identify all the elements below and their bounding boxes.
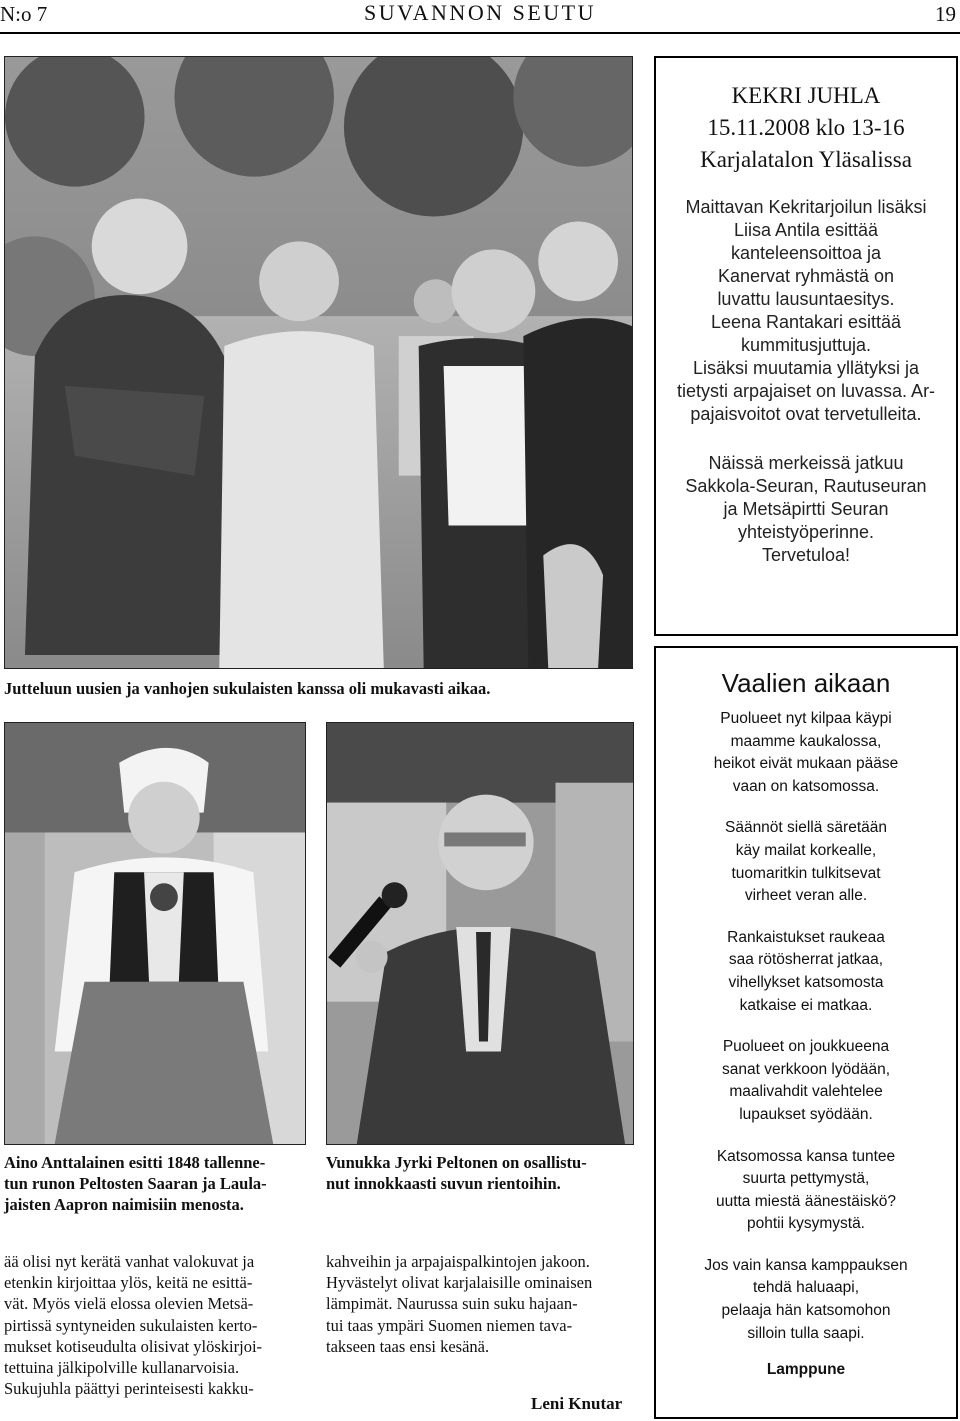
poem-line: vaan on katsomossa. [732, 777, 880, 795]
kekri-title-line: 15.11.2008 klo 13-16 [707, 115, 905, 140]
poem-line: tehdä haluaapi, [752, 1279, 859, 1297]
caption-line: jaisten Aapron naimisiin menosta. [4, 1195, 244, 1214]
article-line: lämpimät. Naurussa suin suku hajaan- [326, 1294, 578, 1314]
poem-line: Säännöt siellä säretään [724, 819, 887, 837]
photo-caption-microphone [326, 1152, 638, 1194]
kekri-closing-line: ja Metsäpirtti Seuran [723, 499, 889, 519]
article-line: pirtissä syntyneiden sukulaisten kerto- [4, 1315, 258, 1335]
poem-line: pohtii kysymystä. [746, 1215, 865, 1233]
kekri-body-line: Leena Rantakari esittää [710, 312, 902, 332]
page-header [0, 0, 960, 32]
kekri-body-line: luvattu lausuntaesitys. [717, 289, 895, 309]
poem-line: lupaukset syödään. [739, 1105, 873, 1123]
poem-line: heikot eivät mukaan pääse [713, 755, 899, 773]
kekri-title-line: KEKRI JUHLA [731, 83, 881, 108]
kekri-closing-line: Sakkola-Seuran, Rautuseuran [685, 476, 927, 496]
caption-line: nut innokkaasti suvun rientoihin. [326, 1174, 561, 1193]
publication-title: SUVANNON SEUTU [363, 0, 596, 25]
kekri-body-line: Liisa Antila esittää [733, 220, 879, 240]
kekri-title-line: Karjalatalon Yläsalissa [700, 147, 912, 172]
kekri-body-line: kummitusjuttuja. [740, 335, 872, 355]
poem-title: Vaalien aikaan [721, 668, 891, 698]
photo-women-chatting [4, 56, 633, 669]
poem-line: maamme kaukalossa, [730, 732, 882, 750]
kekri-closing-line: Tervetuloa! [761, 545, 851, 565]
kekri-title [656, 80, 956, 176]
article-line: ää olisi nyt kerätä vanhat valokuvat ja [4, 1252, 255, 1271]
issue-number: N:o 7 [0, 2, 48, 26]
poem-line: maalivahdit valehtelee [729, 1083, 883, 1101]
poem-vaalien-aikaan [654, 646, 958, 1419]
page-number: 19 [935, 2, 956, 26]
article-text-right [326, 1251, 636, 1357]
kekri-body-line: Maittavan Kekritarjoilun lisäksi [685, 197, 927, 217]
poem-stanza [656, 817, 956, 907]
poem-line: käy mailat korkealle, [735, 841, 877, 859]
poem-line: katkaise ei matkaa. [739, 996, 873, 1014]
poem-stanza [656, 708, 956, 798]
kekri-body-line: pajaisvoitot ovat tervetulleita. [690, 404, 922, 424]
caption-line: tun runon Peltosten Saaran ja Laula- [4, 1174, 267, 1193]
poem-line: saa rötösherrat jatkaa, [728, 951, 884, 969]
kekri-body-line: tietysti arpajaiset on luvassa. Ar- [676, 381, 936, 401]
article-line: Sukujuhla päättyi perinteisesti kakku- [4, 1379, 254, 1399]
photo-man-with-microphone [326, 722, 634, 1145]
poem-line: pelaaja hän katsomohon [721, 1302, 891, 1320]
poem-stanza [656, 927, 956, 1017]
article-line: etenkin kirjoittaa ylös, keitä ne esittä- [4, 1273, 253, 1293]
kekri-body-line: kanteleensoittoa ja [730, 243, 882, 263]
poem-line: sanat verkkoon lyödään, [721, 1060, 891, 1078]
caption-line: Vunukka Jyrki Peltonen on osallistu- [326, 1153, 587, 1172]
photo-caption-folk-costume [4, 1152, 316, 1215]
article-line: kahveihin ja arpajaispalkintojen jakoon. [326, 1252, 590, 1271]
article-author: Leni Knutar [531, 1394, 623, 1413]
poem-line: Jos vain kansa kamppauksen [704, 1256, 908, 1274]
poem-line: virheet veran alle. [744, 887, 868, 905]
kekri-closing [656, 452, 956, 567]
poem-line: vihellykset katsomosta [728, 973, 884, 991]
poem-line: Katsomossa kansa tuntee [716, 1147, 896, 1165]
photo-folk-costume-singer [4, 722, 306, 1145]
kekri-program [656, 196, 956, 426]
poem-line: tuomaritkin tulkitsevat [731, 864, 881, 882]
caption-line: Aino Anttalainen esitti 1848 tallenne- [4, 1153, 266, 1172]
kekri-closing-line: yhteistyöperinne. [737, 522, 875, 542]
article-text-left [4, 1251, 314, 1399]
poem-stanza [656, 1146, 956, 1236]
poem-line: uutta miestä äänestäiskö? [715, 1192, 897, 1210]
kekri-closing-line: Näissä merkeissä jatkuu [708, 453, 904, 473]
poem-line: suurta pettymystä, [742, 1170, 870, 1188]
kekri-body-line: Kanervat ryhmästä on [717, 266, 895, 286]
poem-stanza [656, 1036, 956, 1126]
poem-line: silloin tulla saapi. [747, 1324, 865, 1342]
kekri-juhla-announcement [654, 56, 958, 636]
photo-caption-top: Jutteluun uusien ja vanhojen sukulaisten kanssa oli mukavasti aikaa. [4, 679, 491, 698]
article-line: vät. Myös vielä elossa olevien Metsä- [4, 1294, 254, 1314]
kekri-body-line: Lisäksi muutamia yllätyksi ja [692, 358, 920, 378]
poem-line: Puolueet on joukkueena [722, 1038, 890, 1056]
poem-author: Lamppune [766, 1361, 846, 1379]
poem-stanza [656, 1255, 956, 1345]
header-rule [0, 32, 960, 34]
article-line: tui taas ympäri Suomen niemen tava- [326, 1315, 573, 1335]
article-line: takseen taas ensi kesänä. [326, 1336, 490, 1356]
article-line: tettuina jälkipolville kullanarvoisia. [4, 1358, 240, 1378]
poem-line: Puolueet nyt kilpaa käypi [720, 710, 892, 727]
poem-line: Rankaistukset raukeaa [727, 928, 885, 946]
article-line: Hyvästelyt olivat karjalaisille ominaisen [326, 1273, 593, 1293]
article-line: mukset kotiseudulta olisivat ylöskirjoi- [4, 1336, 263, 1356]
